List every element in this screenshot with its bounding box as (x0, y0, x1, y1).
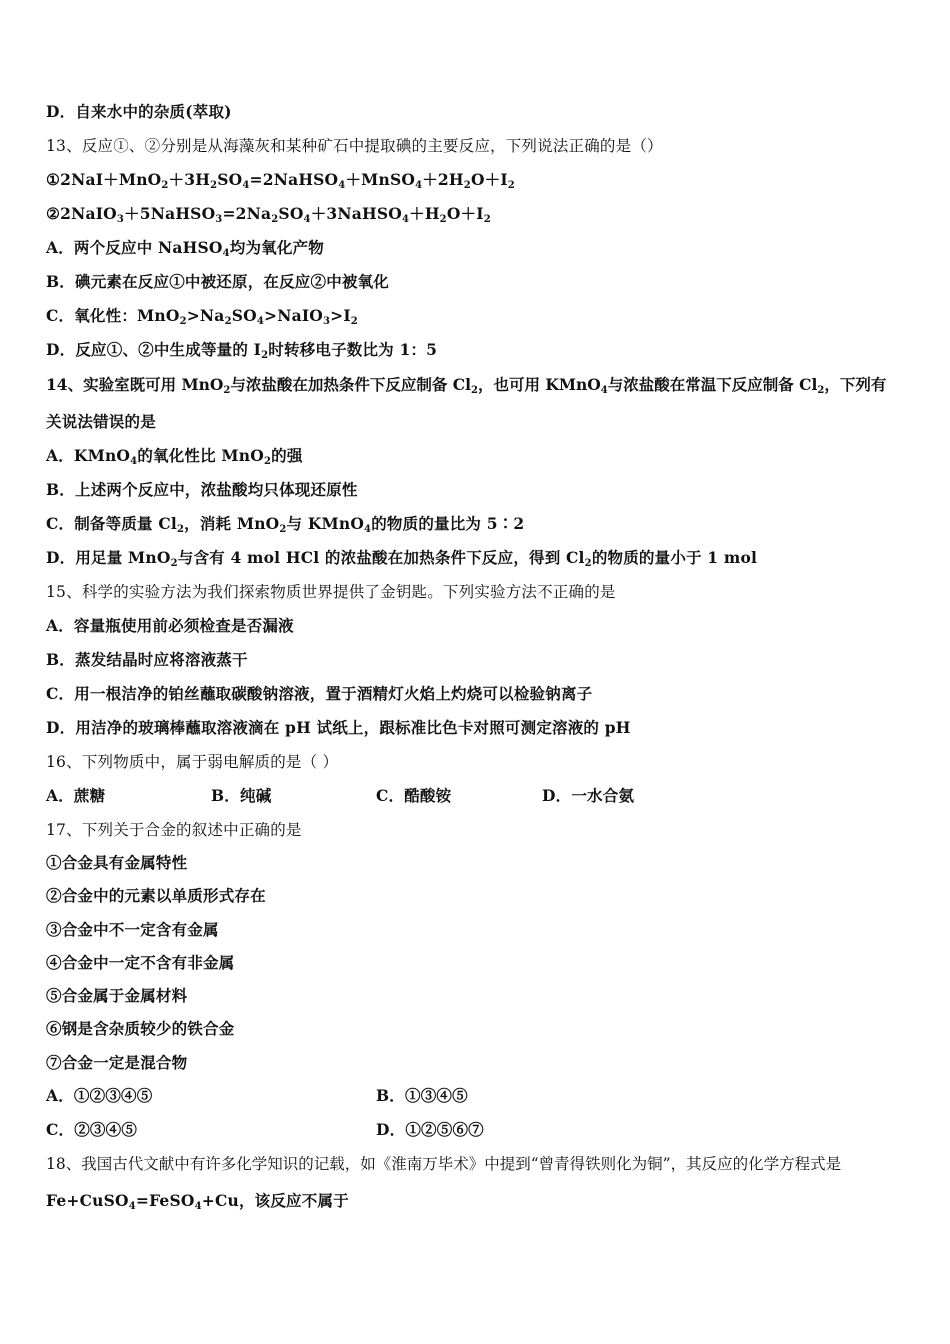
q16-stem: 16、下列物质中，属于弱电解质的是（ ） (46, 753, 339, 771)
q17-option-d: D．①②⑤⑥⑦ (376, 1120, 484, 1139)
q17-option-c: C．②③④⑤ (46, 1120, 138, 1139)
q16-option-a: A．蔗糖 (46, 786, 106, 805)
q14-stem-line1: 14、实验室既可用 MnO$_2$与浓盐酸在加热条件下反应制备 $Cl_2$，也可用 KMnO$_4$与浓盐酸在常温下反应制备 $Cl_2$，下列有 (46, 375, 887, 396)
q14-option-a: A．KMnO$_4$的氧化性比 MnO$_2$的强 (46, 446, 303, 467)
q18-stem-line2: Fe+CuSO$_4$=FeSO$_4$+Cu，该反应不属于 (46, 1191, 349, 1212)
q17-statement-6: ⑥钢是含杂质较少的铁合金 (46, 1019, 235, 1038)
q15-option-b: B．蒸发结晶时应将溶液蒸干 (46, 650, 248, 669)
q13-stem: 13、反应①、②分别是从海藻灰和某种矿石中提取碘的主要反应，下列说法正确的是（） (46, 137, 663, 155)
q14-option-c: C．制备等质量 $Cl_2$，消耗 MnO$_2$与 KMnO$_4$的物质的量比为 5∶2 (46, 514, 525, 535)
q15-option-c: C．用一根洁净的铂丝蘸取碳酸钠溶液，置于酒精灯火焰上灼烧可以检验钠离子 (46, 684, 593, 703)
q13-option-c: C．氧化性：$MnO_2>Na_2SO_4>NaIO_3>I_2$ (46, 306, 358, 327)
q17-option-a: A．①②③④⑤ (46, 1086, 153, 1105)
q15-stem: 15、科学的实验方法为我们探索物质世界提供了金钥匙。下列实验方法不正确的是 (46, 583, 616, 601)
q13-option-d: D．反应①、②中生成等量的 $I_2$时转移电子数比为 1：5 (46, 340, 438, 361)
q16-option-c: C．酷酸铵 (376, 786, 452, 805)
q17-statement-4: ④合金中一定不含有非金属 (46, 953, 235, 972)
q17-statement-5: ⑤合金属于金属材料 (46, 986, 188, 1005)
q13-option-a: A．两个反应中 NaHSO$_4$均为氧化产物 (46, 238, 324, 259)
q12-option-d: D．自来水中的杂质(萃取) (46, 102, 232, 121)
q16-option-b: B．纯碱 (211, 786, 272, 805)
q13-equation-1: $①2NaI+MnO_2+3H_2SO_4=2NaHSO_4+MnSO_4+2H_2O+I_2$ (46, 170, 515, 191)
q14-option-d: D．用足量 MnO$_2$与含有 4 mol HCl 的浓盐酸在加热条件下反应，得到 $Cl_2$的物质的量小于 1 mol (46, 548, 758, 569)
q15-option-a: A．容量瓶使用前必须检查是否漏液 (46, 616, 294, 635)
q17-statement-7: ⑦合金一定是混合物 (46, 1053, 188, 1072)
q13-option-b: B．碘元素在反应①中被还原，在反应②中被氧化 (46, 272, 390, 291)
q17-statement-3: ③合金中不一定含有金属 (46, 920, 219, 939)
q17-statement-2: ②合金中的元素以单质形式存在 (46, 886, 266, 905)
q16-option-d: D．一水合氨 (542, 786, 635, 805)
q13-equation-2: $②2NaIO_3+5NaHSO_3=2Na_2SO_4+3NaHSO_4+H_2O+I_2$ (46, 204, 491, 225)
q14-option-b: B．上述两个反应中，浓盐酸均只体现还原性 (46, 480, 358, 499)
q18-stem-line1: 18、我国古代文献中有许多化学知识的记载，如《淮南万毕术》中提到“曾青得铁则化为铜”，其反应的化学方程式是 (46, 1155, 842, 1173)
q17-option-b: B．①③④⑤ (376, 1086, 468, 1105)
q14-stem-line2: 关说法错误的是 (46, 412, 156, 431)
q15-option-d: D．用洁净的玻璃棒蘸取溶液滴在 pH 试纸上，跟标准比色卡对照可测定溶液的 pH (46, 718, 631, 737)
q17-stem: 17、下列关于合金的叙述中正确的是 (46, 821, 302, 839)
q17-statement-1: ①合金具有金属特性 (46, 853, 188, 872)
